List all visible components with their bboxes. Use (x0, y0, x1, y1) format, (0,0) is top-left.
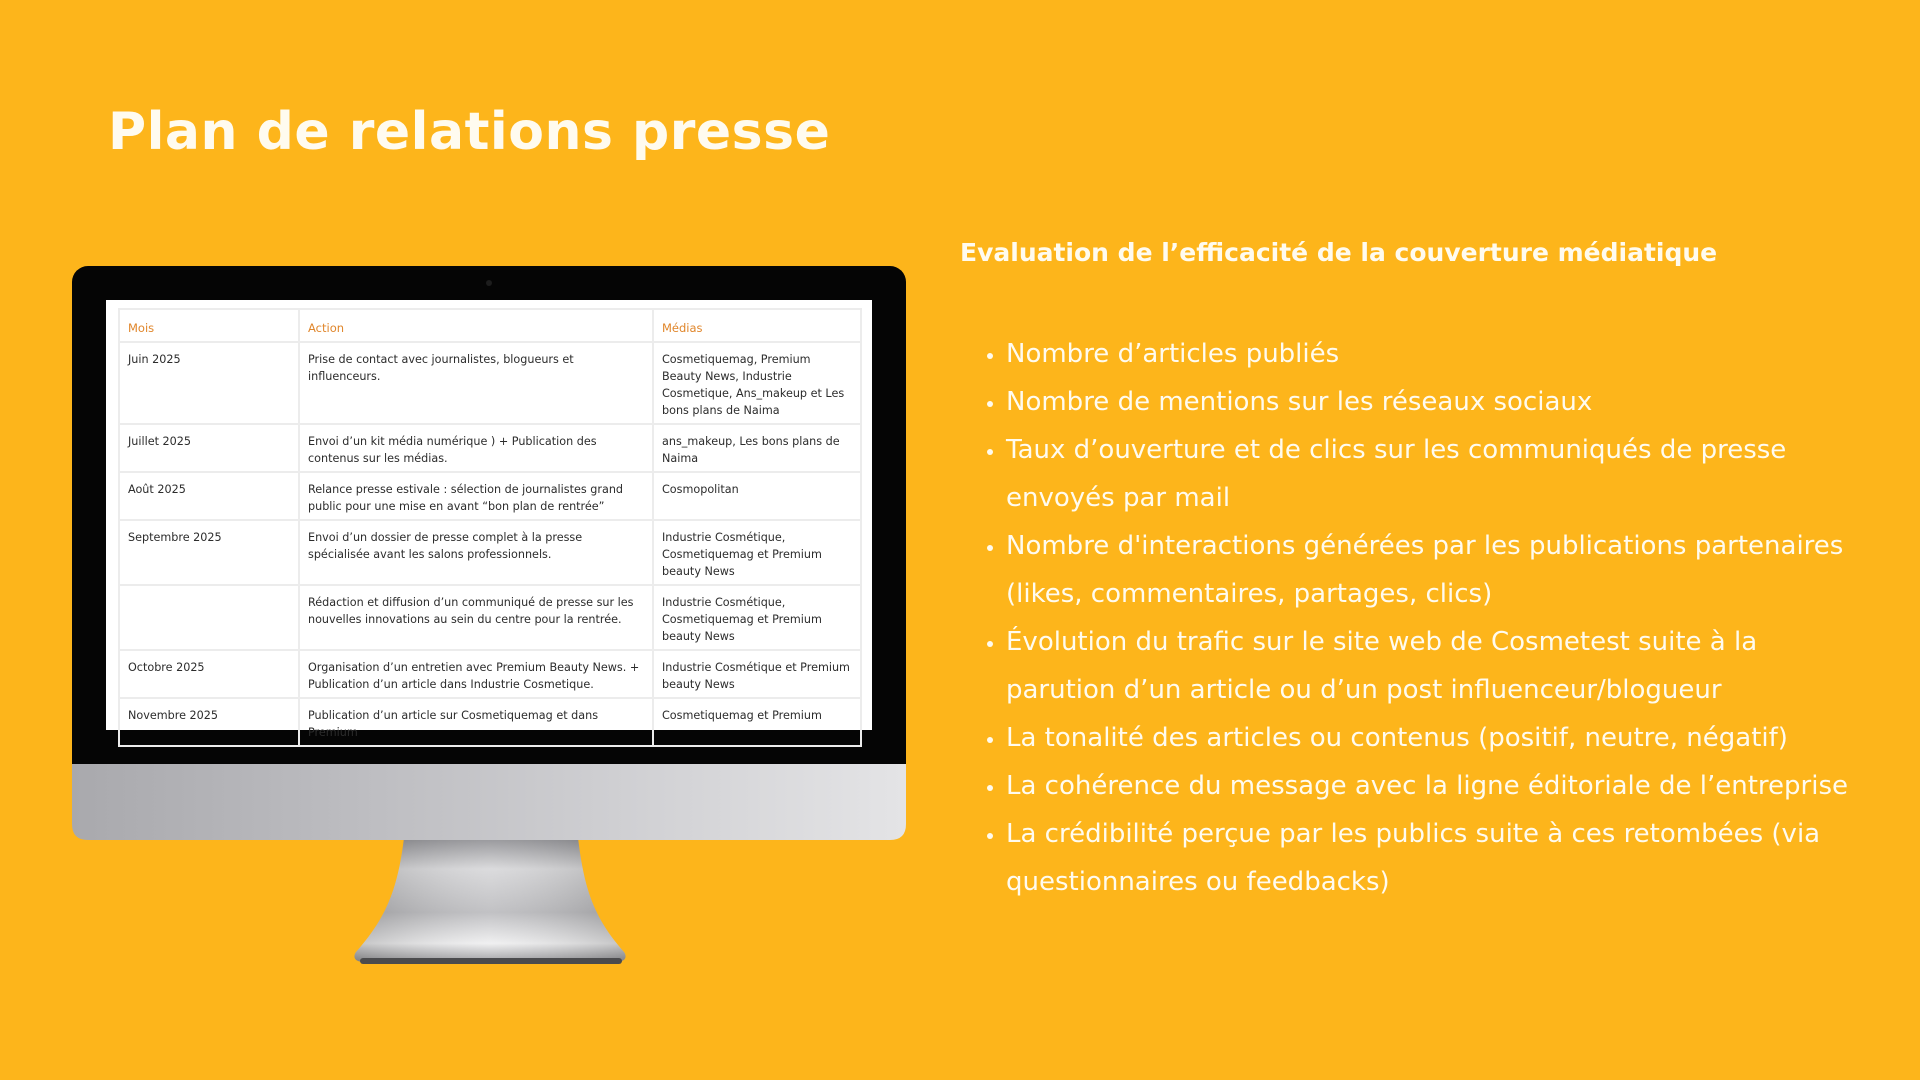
cell-medias: Industrie Cosmétique, Cosmetiquemag et Premium beauty News (653, 585, 861, 650)
list-item: • La cohérence du message avec la ligne éditoriale de l’entreprise (1006, 762, 1866, 810)
cell-medias: Cosmetiquemag, Premium Beauty News, Industrie Cosmetique, Ans_makeup et Les bons plans de Naima (653, 342, 861, 424)
table-row (119, 585, 861, 650)
cell-mois: Juillet 2025 (119, 424, 299, 472)
monitor-mockup (72, 266, 906, 968)
slide-title: Plan de relations presse (108, 102, 831, 162)
monitor-screen (106, 300, 872, 739)
cell-action: Organisation d’un entretien avec Premium Beauty News. + Publication d’un article dans Industrie Cosmetique. (299, 650, 653, 698)
section-subtitle: Evaluation de l’efficacité de la couverture médiatique (960, 238, 1718, 267)
cell-mois: Juin 2025 (119, 342, 299, 424)
header-action: Action (299, 309, 653, 342)
cell-mois (119, 585, 299, 650)
cell-action: Rédaction et diffusion d’un communiqué de presse sur les nouvelles innovations au sein du centre pour la rentrée. (299, 585, 653, 650)
list-item: • Nombre d’articles publiés (1006, 330, 1866, 378)
table-row (119, 472, 861, 520)
table-row (119, 520, 861, 585)
camera-icon (486, 280, 492, 286)
cell-medias: Industrie Cosmétique, Cosmetiquemag et Premium beauty News (653, 520, 861, 585)
list-item: • Évolution du trafic sur le site web de Cosmetest suite à la parution d’un article ou d’un post influenceur/blogueur (1006, 618, 1866, 714)
list-item: • La crédibilité perçue par les publics suite à ces retombées (via questionnaires ou feedbacks) (1006, 810, 1866, 906)
header-medias: Médias (653, 309, 861, 342)
cell-action: Prise de contact avec journalistes, blogueurs et influenceurs. (299, 342, 653, 424)
cell-medias: Cosmetiquemag et Premium (653, 698, 861, 746)
cell-mois: Novembre 2025 (119, 698, 299, 746)
table-row (119, 342, 861, 424)
cell-action: Envoi d’un dossier de presse complet à la presse spécialisée avant les salons professionnels. (299, 520, 653, 585)
list-item: • La tonalité des articles ou contenus (positif, neutre, négatif) (1006, 714, 1866, 762)
cell-mois: Septembre 2025 (119, 520, 299, 585)
cell-action: Publication d’un article sur Cosmetiquemag et dans Premium (299, 698, 653, 746)
list-item: • Nombre de mentions sur les réseaux sociaux (1006, 378, 1866, 426)
cell-mois: Août 2025 (119, 472, 299, 520)
table-row (119, 424, 861, 472)
table-row (119, 650, 861, 698)
list-item: • Nombre d'interactions générées par les publications partenaires (likes, commentaires, partages, clics) (1006, 522, 1866, 618)
table-header-row (119, 309, 861, 342)
cell-medias: ans_makeup, Les bons plans de Naima (653, 424, 861, 472)
evaluation-criteria-list (960, 330, 1866, 906)
list-item: • Taux d’ouverture et de clics sur les communiqués de presse envoyés par mail (1006, 426, 1866, 522)
table-row (119, 698, 861, 746)
press-plan-table (118, 308, 862, 747)
cell-medias: Cosmopolitan (653, 472, 861, 520)
cell-medias: Industrie Cosmétique et Premium beauty News (653, 650, 861, 698)
cell-mois: Octobre 2025 (119, 650, 299, 698)
cell-action: Envoi d’un kit média numérique ) + Publication des contenus sur les médias. (299, 424, 653, 472)
header-mois: Mois (119, 309, 299, 342)
cell-action: Relance presse estivale : sélection de journalistes grand public pour une mise en avant “bon plan de rentrée” (299, 472, 653, 520)
